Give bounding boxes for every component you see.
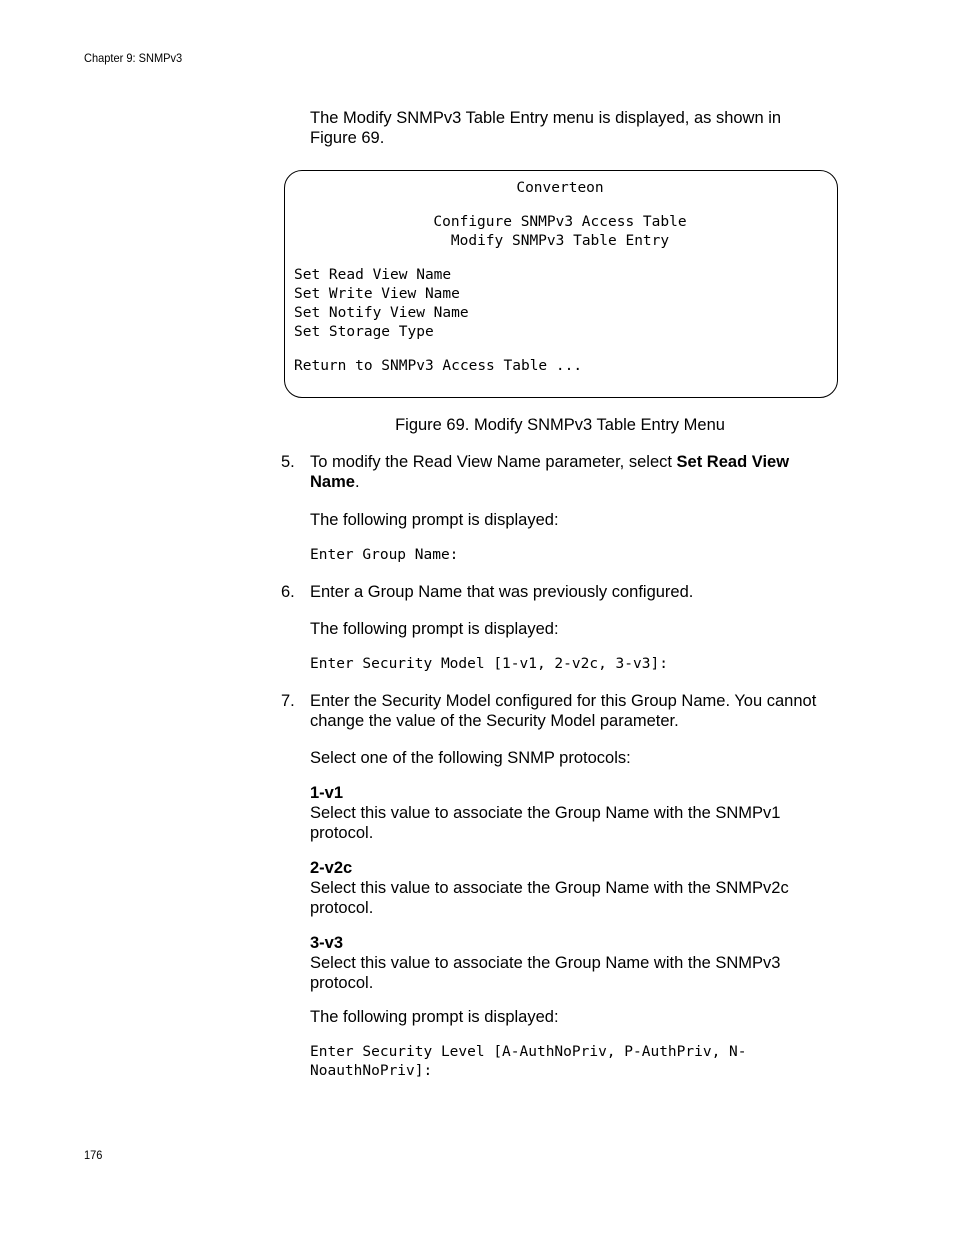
menu-subtitle: Configure SNMPv3 Access Table	[433, 214, 687, 230]
step-5-prompt-label: The following prompt is displayed:	[310, 511, 559, 529]
menu-item-write-view: Set Write View Name	[294, 286, 460, 302]
step-5-number: 5.	[281, 453, 295, 471]
menu-item-notify-view: Set Notify View Name	[294, 305, 469, 321]
step-6-text: Enter a Group Name that was previously configured.	[310, 583, 694, 601]
step-6-prompt-label: The following prompt is displayed:	[310, 620, 559, 638]
step-7-line-1: Enter the Security Model configured for this Group Name. You cannot	[310, 692, 817, 710]
step-5-text-after: .	[354, 473, 360, 491]
step-5-bold-a: Set Read View	[676, 453, 790, 471]
option-v3-desc-1: Select this value to associate the Group Name with the SNMPv3	[310, 954, 781, 972]
option-v1-name: 1-v1	[310, 784, 344, 802]
option-v3-desc-2: protocol.	[310, 974, 374, 992]
menu-item-return: Return to SNMPv3 Access Table ...	[294, 358, 583, 374]
step-6-number: 6.	[281, 583, 295, 601]
menu-heading: Modify SNMPv3 Table Entry	[450, 233, 670, 249]
step-6-prompt: Enter Security Model [1-v1, 2-v2c, 3-v3]:	[310, 656, 668, 672]
option-v2c	[310, 858, 789, 918]
figure-caption: Figure 69. Modify SNMPv3 Table Entry Menu	[395, 416, 725, 434]
menu-title: Converteon	[516, 180, 604, 196]
option-v1	[310, 783, 780, 843]
step-7-select-label: Select one of the following SNMP protocols:	[310, 749, 631, 767]
step-7-prompt-line-1: Enter Security Level [A-AuthNoPriv, P-AuthPriv, N-	[310, 1044, 747, 1060]
option-v3	[310, 933, 780, 993]
step-7-number: 7.	[281, 692, 295, 710]
page-number: 176	[84, 1148, 103, 1162]
chapter-header: Chapter 9: SNMPv3	[84, 51, 183, 65]
step-7-prompt-label: The following prompt is displayed:	[310, 1008, 559, 1026]
menu-item-storage-type: Set Storage Type	[294, 324, 434, 340]
option-v1-desc-1: Select this value to associate the Group Name with the SNMPv1	[310, 804, 781, 822]
option-v2c-desc-2: protocol.	[310, 899, 374, 917]
option-v3-name: 3-v3	[310, 934, 344, 952]
step-5-prompt: Enter Group Name:	[310, 547, 459, 563]
step-7-prompt-line-2: NoauthNoPriv]:	[310, 1063, 433, 1079]
menu-item-read-view: Set Read View Name	[294, 267, 452, 283]
option-v2c-desc-1: Select this value to associate the Group Name with the SNMPv2c	[310, 879, 789, 897]
option-v2c-name: 2-v2c	[310, 859, 353, 877]
step-5-text-before: To modify the Read View Name parameter, select	[310, 453, 677, 471]
intro-paragraph: The Modify SNMPv3 Table Entry menu is displayed, as shown in Figure 69.	[310, 109, 782, 147]
step-7-line-2: change the value of the Security Model parameter.	[310, 712, 679, 730]
option-v1-desc-2: protocol.	[310, 824, 374, 842]
step-5-text	[310, 452, 840, 492]
step-5-bold-b: Name	[310, 473, 355, 491]
